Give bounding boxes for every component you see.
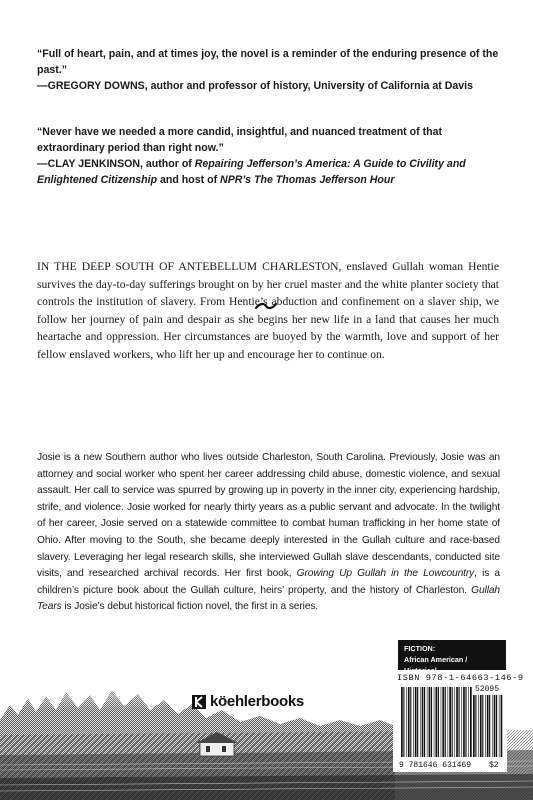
- barcode-bar: [406, 687, 407, 757]
- attribution-credit: , author of: [140, 158, 195, 170]
- barcode-bar: [494, 695, 496, 757]
- barcode-bar: [470, 687, 472, 757]
- quote-text: “Never have we needed a more candid, insightful, and nuanced treatment of that extraordinary period than right now.”: [37, 126, 442, 154]
- publisher-name: köehlerbooks: [210, 693, 304, 710]
- barcode-bar: [480, 695, 482, 757]
- barcode-bars: [393, 671, 507, 772]
- barcode-bar: [427, 687, 428, 757]
- isbn-barcode: [393, 671, 524, 772]
- attribution-name: CLAY JENKINSON: [47, 158, 141, 170]
- barcode-bar: [478, 695, 479, 757]
- barcode-bar: [463, 687, 465, 757]
- barcode-bar: [473, 695, 475, 757]
- isbn-ean-digits: 9 781646 631469: [399, 761, 472, 770]
- quote-attribution: [37, 78, 499, 94]
- barcode-bar: [445, 687, 446, 757]
- publisher-logo: [192, 693, 304, 710]
- genre-label: FICTION:: [404, 644, 436, 653]
- attribution-name: GREGORY DOWNS: [47, 80, 145, 92]
- description-lead: IN THE DEEP SOUTH OF ANTEBELLUM CHARLESTON,: [37, 260, 342, 273]
- attribution-dash: —: [37, 158, 48, 170]
- attribution-credit-mid: and host of: [157, 174, 221, 186]
- description-body: enslaved Gullah woman Hentie survives the day-to-day sufferings brought on by her cruel master and the white planter society that controls the institution of slavery. From Hentie’s abduction and confinement on a slaver ship, we follow her journey of pain and despair as she begins her new life in a land that causes her much heartache and oppression. Her circumstances are buoyed by the warmth, love and support of her fellow enslaved workers, who lift her up and encourage her to continue on.: [37, 260, 499, 361]
- barcode-bar: [422, 687, 424, 757]
- barcode-bar: [452, 687, 453, 757]
- barcode-bar: [401, 687, 403, 757]
- barcode-bar: [499, 695, 500, 757]
- barcode-bar: [475, 695, 476, 757]
- barcode-bar: [487, 695, 489, 757]
- attribution-book-title: Repairing Jefferson’s America: A Guide to Civility and Enlightened Citizenship: [37, 158, 466, 186]
- barcode-bar: [492, 695, 493, 757]
- isbn-addon-digits: 52095: [475, 685, 500, 694]
- barcode-bar: [408, 687, 410, 757]
- attribution-credit: , author and professor of history, University of California at Davis: [144, 80, 473, 92]
- barcode-bar: [461, 687, 462, 757]
- ornament-swash-icon: [254, 300, 278, 312]
- barcode-bar: [431, 687, 432, 757]
- barcode-bar: [496, 695, 497, 757]
- barcode-bar: [468, 687, 469, 757]
- genre-value: African American /: [404, 655, 468, 664]
- author-bio: [37, 450, 500, 616]
- barcode-bar: [434, 687, 435, 757]
- barcode-bar: [456, 687, 458, 757]
- attribution-dash: —: [37, 80, 48, 92]
- barcode-bar: [449, 687, 451, 757]
- barcode-bar: [482, 695, 483, 757]
- barcode-bar: [403, 687, 404, 757]
- barcode-bar: [410, 687, 411, 757]
- barcode-bar: [441, 687, 442, 757]
- barcode-bar: [436, 687, 438, 757]
- blurb-quote-jenkinson: [37, 124, 499, 188]
- barcode-bar: [415, 687, 417, 757]
- isbn-label: ISBN 978-1-64663-146-9: [397, 673, 524, 683]
- bio-text: Josie is a new Southern author who lives outside Charleston, South Carolina. Previously, Josie was an attorney and social worker who spent her career addressing child abuse, domestic violence, and sexual assault. Her call to service was spurred by growing up in poverty in the inner city, experiencing hardship, strife, and violence. Josie worked for nearly thirty years as a public servant and advocate. In the twilight of her career, Josie served on a statewide committee to combat human trafficking in her home state of Ohio. After moving to the South, she became deeply interested in the Gullah culture and race-based slavery. Leveraging her legal research skills, she interviewed Gullah slave descendants, conducted site visits, and researched archival records. Her first book,: [37, 452, 500, 580]
- barcode-bar: [417, 687, 418, 757]
- barcode-bar: [465, 687, 466, 757]
- barcode-bar: [429, 687, 431, 757]
- barcode-bar: [442, 687, 444, 757]
- barcode-bar: [420, 687, 421, 757]
- publisher-mark-icon: [192, 695, 206, 709]
- barcode-bar: [459, 687, 460, 757]
- price-partial: $2: [489, 761, 499, 770]
- attribution-show-title: NPR’s The Thomas Jefferson Hour: [220, 174, 395, 186]
- barcode-bar: [454, 687, 455, 757]
- barcode-bar: [485, 695, 486, 757]
- barcode-bar: [448, 687, 449, 757]
- barcode-bar: [424, 687, 425, 757]
- bio-text: is Josie’s debut historical fiction novel, the first in a series.: [61, 601, 319, 613]
- barcode-bar: [413, 687, 414, 757]
- bio-book-title: Gullah Tears: [37, 584, 500, 613]
- quote-text: “Full of heart, pain, and at times joy, the novel is a reminder of the enduring presence of the past.”: [37, 48, 499, 76]
- bio-book-title: Growing Up Gullah in the Lowcountry: [296, 568, 475, 580]
- quote-attribution: [37, 156, 499, 188]
- bio-text: , is a children’s picture book about the Gullah culture, heirs’ property, and the history of Charleston.: [37, 568, 500, 596]
- barcode-bar: [489, 695, 490, 757]
- barcode-bar: [501, 695, 503, 757]
- barcode-bar: [438, 687, 439, 757]
- genre-box: [398, 640, 506, 670]
- blurb-quote-downs: [37, 46, 499, 94]
